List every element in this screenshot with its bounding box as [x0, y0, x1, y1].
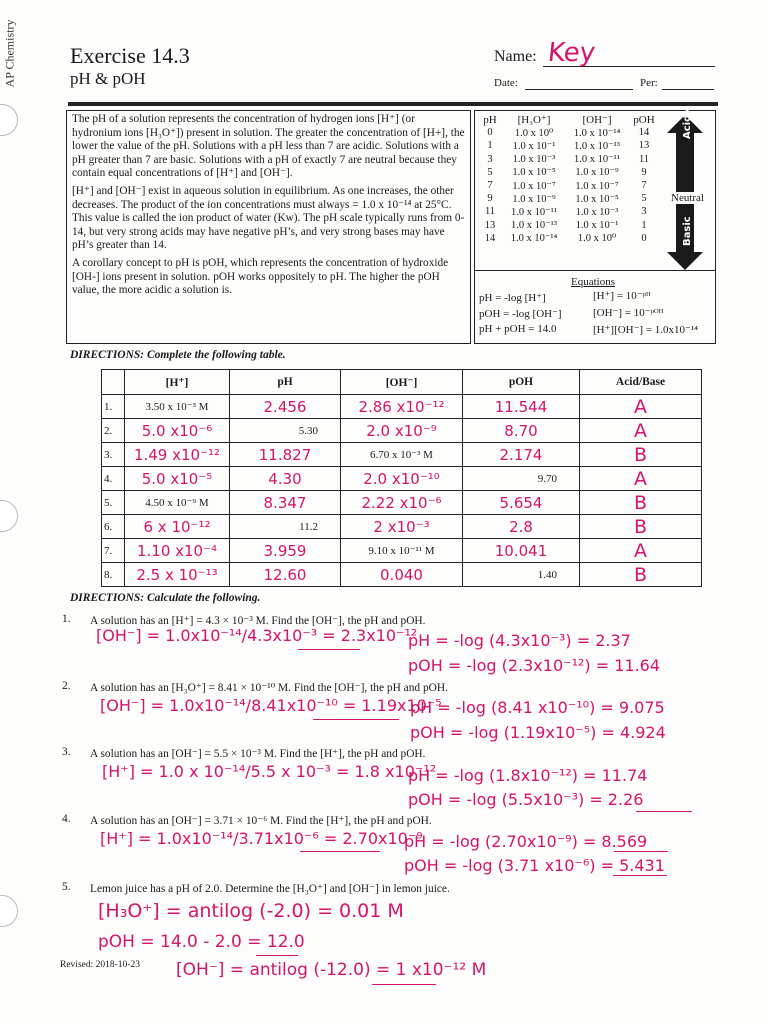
row-number: 6.: [102, 515, 125, 539]
ph-scale-header: pOH: [633, 113, 655, 126]
ph-scale-row: [477, 192, 659, 205]
ph-scale-cell: 11: [638, 153, 650, 165]
answer-underline: [313, 719, 399, 720]
equation: pOH = -log [OH⁻]: [479, 308, 562, 320]
ph-scale-header: pH: [483, 113, 497, 126]
table-row: [102, 539, 702, 563]
answer-cell: 10.041: [463, 539, 580, 563]
row-number: 1.: [102, 395, 125, 419]
answer-line: [OH⁻] = antilog (-12.0) = 1 x10⁻¹² M: [176, 960, 487, 980]
exercise-title: Exercise 14.3: [70, 43, 190, 68]
acid-base-answer-cell: A: [580, 419, 702, 443]
answer-cell: 11.827: [230, 443, 341, 467]
given-value-cell: 3.50 x 10⁻³ M: [125, 395, 230, 419]
question-number: 5.: [62, 881, 71, 893]
question-text: A solution has an [OH⁻] = 3.71 × 10⁻⁶ M. Find the [H⁺], the pH and pOH.: [90, 815, 432, 827]
neutral-label: Neutral: [671, 192, 704, 204]
answer-cell: 1.49 x10⁻¹²: [125, 443, 230, 467]
ph-scale-cell: 1.0 x 10⁻¹⁴: [510, 233, 558, 245]
answer-cell: 1.10 x10⁻⁴: [125, 539, 230, 563]
exercise-subtitle: pH & pOH: [70, 69, 146, 88]
question-number: 1.: [62, 613, 71, 625]
ph-scale-cell: 3: [487, 153, 493, 165]
basic-label: Basic: [682, 216, 693, 246]
row-number: 2.: [102, 419, 125, 443]
table-row: [102, 563, 702, 587]
question-number: 4.: [62, 813, 71, 825]
acid-base-answer-cell: A: [580, 539, 702, 563]
answer-line: pH = -log (4.3x10⁻³) = 2.37: [408, 631, 631, 650]
answer-underline: [298, 649, 360, 650]
answer-cell: 2.5 x 10⁻¹³: [125, 563, 230, 587]
period-label: Per:: [640, 77, 658, 89]
acid-base-answer-cell: B: [580, 563, 702, 587]
answer-cell: 2.86 x10⁻¹²: [341, 395, 463, 419]
answer-cell: 11.544: [463, 395, 580, 419]
answer-cell: 6 x 10⁻¹²: [125, 515, 230, 539]
answer-line: [H⁺] = 1.0 x 10⁻¹⁴/5.5 x 10⁻³ = 1.8 x10⁻¹²: [102, 762, 437, 781]
ph-scale-cell: 1.0 x 10⁻⁵: [512, 167, 556, 179]
answer-cell: 12.60: [230, 563, 341, 587]
row-number: 3.: [102, 443, 125, 467]
row-number: 5.: [102, 491, 125, 515]
answer-cell: 2.456: [230, 395, 341, 419]
answer-cell: 2 x10⁻³: [341, 515, 463, 539]
answer-line: [H⁺] = 1.0x10⁻¹⁴/3.71x10⁻⁶ = 2.70x10⁻⁹: [100, 829, 423, 848]
answer-line: pH = -log (1.8x10⁻¹²) = 11.74: [408, 766, 648, 785]
equation: pH = -log [H⁺]: [479, 292, 546, 304]
ph-scale-cell: 1.0 x 10⁻¹: [512, 140, 556, 152]
answer-line: pOH = -log (5.5x10⁻³) = 2.26: [408, 790, 644, 809]
given-value-cell: 9.10 x 10⁻¹¹ M: [341, 539, 463, 563]
row-number: 7.: [102, 539, 125, 563]
ph-scale-box: [474, 105, 716, 271]
column-header: [H⁺]: [125, 370, 230, 395]
ph-scale-cell: 5: [641, 193, 647, 205]
ph-scale-cell: 7: [487, 180, 493, 192]
answer-cell: 2.22 x10⁻⁶: [341, 491, 463, 515]
answer-cell: 8.70: [463, 419, 580, 443]
intro-paragraph: A corollary concept to pH is pOH, which represents the concentration of hydroxide [OH-] ions present in solution. pOH works oppositely to pH. The higher the pOH value, the more acidic a solution is.: [72, 256, 449, 297]
acid-base-answer-cell: B: [580, 491, 702, 515]
acidic-label: Acidic: [682, 105, 693, 139]
column-header: pH: [230, 370, 341, 395]
date-line: [525, 89, 633, 90]
hole-punch: [0, 895, 18, 927]
ph-scale-table: [477, 113, 659, 245]
ph-scale-cell: 0: [641, 232, 647, 244]
question-text: A solution has an [H₃O⁺] = 8.41 × 10⁻¹⁰ M. Find the [OH⁻], the pH and pOH.: [90, 682, 448, 694]
answer-underline: [300, 851, 380, 852]
ph-scale-cell: 1.0 x 10⁻³: [512, 154, 556, 166]
answer-cell: 5.654: [463, 491, 580, 515]
ph-scale-cell: 14: [638, 127, 650, 139]
table-row: [102, 467, 702, 491]
ph-scale-cell: 1.0 x 10⁻⁷: [512, 180, 556, 192]
question-number: 3.: [62, 746, 71, 758]
ph-scale-cell: 1.0 x 10⁰: [577, 233, 617, 245]
given-value-cell: 1.40: [463, 563, 580, 587]
ph-scale-row: [477, 166, 659, 179]
answer-line: pH = -log (2.70x10⁻⁹) = 8.569: [404, 832, 648, 851]
answer-underline: [614, 851, 668, 852]
question-text: A solution has an [H⁺] = 4.3 × 10⁻³ M. Find the [OH⁻], the pH and pOH.: [90, 615, 426, 627]
ph-scale-cell: 11: [484, 206, 496, 218]
course-side-label: AP Chemistry: [2, 19, 17, 88]
question-text: A solution has an [OH⁻] = 5.5 × 10⁻³ M. Find the [H⁺], the pH and pOH.: [90, 748, 426, 760]
equation: [H⁺] = 10⁻ᵖᴴ: [593, 290, 651, 302]
ph-scale-cell: 9: [487, 193, 493, 205]
answer-line: pOH = -log (2.3x10⁻¹²) = 11.64: [408, 656, 661, 675]
ph-scale-cell: 1.0 x 10⁻⁵: [575, 193, 619, 205]
given-value-cell: 4.50 x 10⁻⁹ M: [125, 491, 230, 515]
name-label: Name:: [494, 48, 537, 65]
equations-box: [474, 271, 716, 344]
ph-scale-cell: 1.0 x 10⁻¹³: [511, 220, 557, 232]
directions-table: DIRECTIONS: Complete the following table.: [70, 349, 286, 361]
answer-line: [OH⁻] = 1.0x10⁻¹⁴/8.41x10⁻¹⁰ = 1.19x10⁻⁵: [100, 696, 442, 715]
given-value-cell: 11.2: [230, 515, 341, 539]
table-row: [102, 491, 702, 515]
column-header: Acid/Base: [580, 370, 702, 395]
row-number: 8.: [102, 563, 125, 587]
equation: [H⁺][OH⁻] = 1.0x10⁻¹⁴: [593, 324, 698, 336]
ph-scale-cell: 1.0 x 10⁻⁹: [575, 167, 619, 179]
row-number-header: [102, 370, 125, 395]
ph-scale-cell: 1.0 x 10⁻¹¹: [574, 154, 620, 166]
ph-scale-cell: 1.0 x 10⁻⁷: [575, 180, 619, 192]
acid-base-answer-cell: A: [580, 467, 702, 491]
ph-scale-cell: 1: [487, 140, 493, 152]
answer-cell: 5.0 x10⁻⁶: [125, 419, 230, 443]
given-value-cell: 6.70 x 10⁻³ M: [341, 443, 463, 467]
equations-title: Equations: [571, 276, 615, 288]
answer-underline: [256, 955, 298, 956]
answer-line: pOH = 14.0 - 2.0 = 12.0: [98, 932, 305, 952]
ph-scale-cell: 13: [638, 140, 650, 152]
ph-scale-cell: 1.0 x 10⁻¹³: [574, 140, 620, 152]
question-text: Lemon juice has a pH of 2.0. Determine the [H₃O⁺] and [OH⁻] in lemon juice.: [90, 883, 450, 895]
ph-scale-row: [477, 179, 659, 192]
hole-punch: [0, 500, 18, 532]
answer-line: pOH = -log (3.71 x10⁻⁶) = 5.431: [404, 856, 665, 875]
answer-cell: 2.174: [463, 443, 580, 467]
table-row: [102, 395, 702, 419]
answer-cell: 0.040: [341, 563, 463, 587]
period-line: [662, 89, 714, 90]
answer-cell: 4.30: [230, 467, 341, 491]
answer-line: [OH⁻] = 1.0x10⁻¹⁴/4.3x10⁻³ = 2.3x10⁻¹²: [96, 626, 418, 645]
intro-text-box: [66, 110, 471, 344]
answer-underline: [613, 875, 667, 876]
acid-base-answer-cell: B: [580, 515, 702, 539]
answer-cell: 2.0 x10⁻¹⁰: [341, 467, 463, 491]
ph-scale-cell: 0: [487, 127, 493, 139]
ph-scale-cell: 1.0 x 10⁻¹⁴: [573, 127, 621, 139]
ph-scale-row: [477, 219, 659, 232]
ph-scale-cell: 5: [487, 166, 493, 178]
answer-cell: 2.0 x10⁻⁹: [341, 419, 463, 443]
acid-base-answer-cell: A: [580, 395, 702, 419]
answer-line: pH = -log (8.41 x10⁻¹⁰) = 9.075: [410, 698, 665, 717]
table-row: [102, 443, 702, 467]
acid-base-answer-cell: B: [580, 443, 702, 467]
ph-scale-cell: 14: [484, 232, 496, 244]
ph-scale-header: [OH⁻]: [582, 114, 612, 127]
answer-cell: 3.959: [230, 539, 341, 563]
ph-scale-cell: 3: [641, 206, 647, 218]
ph-scale-cell: 9: [641, 166, 647, 178]
answer-underline: [372, 984, 436, 985]
equation: pH + pOH = 14.0: [479, 323, 557, 335]
ph-scale-cell: 1.0 x 10⁻⁹: [512, 193, 556, 205]
given-value-cell: 5.30: [230, 419, 341, 443]
ph-scale-row: [477, 153, 659, 166]
row-number: 4.: [102, 467, 125, 491]
ph-scale-cell: 1.0 x 10⁰: [514, 127, 554, 139]
ph-scale-row: [477, 139, 659, 152]
ph-scale-header: [H₃O⁺]: [517, 114, 551, 127]
ph-scale-row: [477, 232, 659, 245]
table-row: [102, 419, 702, 443]
ph-scale-cell: 1.0 x 10⁻³: [575, 206, 619, 218]
column-header: [OH⁻]: [341, 370, 463, 395]
ph-scale-row: [477, 126, 659, 139]
ph-worksheet-table: [101, 369, 702, 587]
table-row: [102, 515, 702, 539]
ph-scale-row: [477, 205, 659, 218]
intro-paragraph: [H⁺] and [OH⁻] exist in aqueous solution in equilibrium. As one increases, the other decreases. The product of the ion concentrations must always = 1.0 x 10⁻¹⁴ at 25°C. This value is called the ion product of water (Kw). The pH scale typically runs from 0-14, but very strong acids may have negative pH’s, and very strong bases may have pH’s greater than 14.: [72, 184, 465, 252]
date-label: Date:: [494, 77, 518, 89]
answer-line: pOH = -log (1.19x10⁻⁵) = 4.924: [410, 723, 666, 742]
directions-calculate: DIRECTIONS: Calculate the following.: [70, 592, 261, 604]
intro-paragraph: The pH of a solution represents the concentration of hydrogen ions [H⁺] (or hydronium ions [H₃O⁺]) present in solution. The greater the concentration of [H+], the lower the value of the pH. Solutions with a pH less than 7 are acidic. Solutions with a pH greater than 7 are basic. Solutions with a pH of exactly 7 are neutral because they contain equal concentrations of [H⁺] and [OH⁻].: [72, 113, 465, 180]
column-header: pOH: [463, 370, 580, 395]
ph-scale-cell: 7: [641, 180, 647, 192]
answer-line: [H₃O⁺] = antilog (-2.0) = 0.01 M: [98, 900, 404, 922]
name-value: Key: [546, 38, 597, 68]
answer-cell: 8.347: [230, 491, 341, 515]
revised-date: Revised: 2018-10-23: [60, 960, 140, 970]
given-value-cell: 9.70: [463, 467, 580, 491]
ph-scale-cell: 1.0 x 10⁻¹¹: [511, 206, 557, 218]
ph-scale-cell: 1: [641, 219, 647, 231]
header-rule: [68, 102, 718, 106]
question-number: 2.: [62, 680, 71, 692]
ph-scale-cell: 13: [484, 219, 496, 231]
answer-cell: 2.8: [463, 515, 580, 539]
answer-cell: 5.0 x10⁻⁵: [125, 467, 230, 491]
equation: [OH⁻] = 10⁻ᵖᴼᴴ: [593, 307, 664, 319]
ph-scale-cell: 1.0 x 10⁻¹: [575, 220, 619, 232]
answer-underline: [636, 811, 692, 812]
